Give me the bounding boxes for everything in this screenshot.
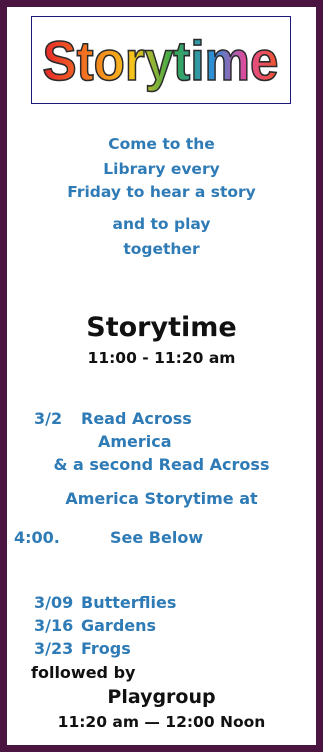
intro-line-2: Library every — [103, 160, 220, 178]
main-time: 11:00 - 11:20 am — [87, 349, 236, 367]
schedule-date: 3/09 — [34, 593, 74, 612]
special-time: 4:00. — [14, 528, 60, 547]
followed-by: followed by — [31, 663, 136, 682]
storytime-logo-art — [32, 17, 289, 102]
storytime-logo — [31, 16, 291, 104]
intro-line-5: together — [123, 240, 200, 258]
schedule-topic: Butterflies — [81, 593, 177, 612]
special-note: See Below — [110, 528, 204, 547]
special-line-3: & a second Read Across — [53, 455, 270, 474]
special-line-4: America Storytime at — [65, 489, 258, 508]
schedule-topic: Gardens — [81, 616, 157, 635]
storytime-logo-text: Storytime — [42, 29, 279, 92]
intro-line-4: and to play — [112, 215, 211, 233]
playgroup-time: 11:20 am — 12:00 Noon — [57, 713, 266, 731]
schedule-topic: Frogs — [81, 639, 131, 658]
schedule-date: 3/23 — [34, 639, 74, 658]
schedule-date: 3/16 — [34, 616, 74, 635]
main-heading: Storytime — [86, 312, 237, 343]
special-date: 3/2 — [34, 409, 63, 428]
special-title-line-2: America — [98, 432, 172, 451]
intro-line-1: Come to the — [108, 135, 215, 153]
intro-line-3: Friday to hear a story — [67, 183, 256, 201]
special-title-line-1: Read Across — [81, 409, 192, 428]
flyer-card — [7, 7, 316, 745]
playgroup-heading: Playgroup — [107, 686, 216, 708]
